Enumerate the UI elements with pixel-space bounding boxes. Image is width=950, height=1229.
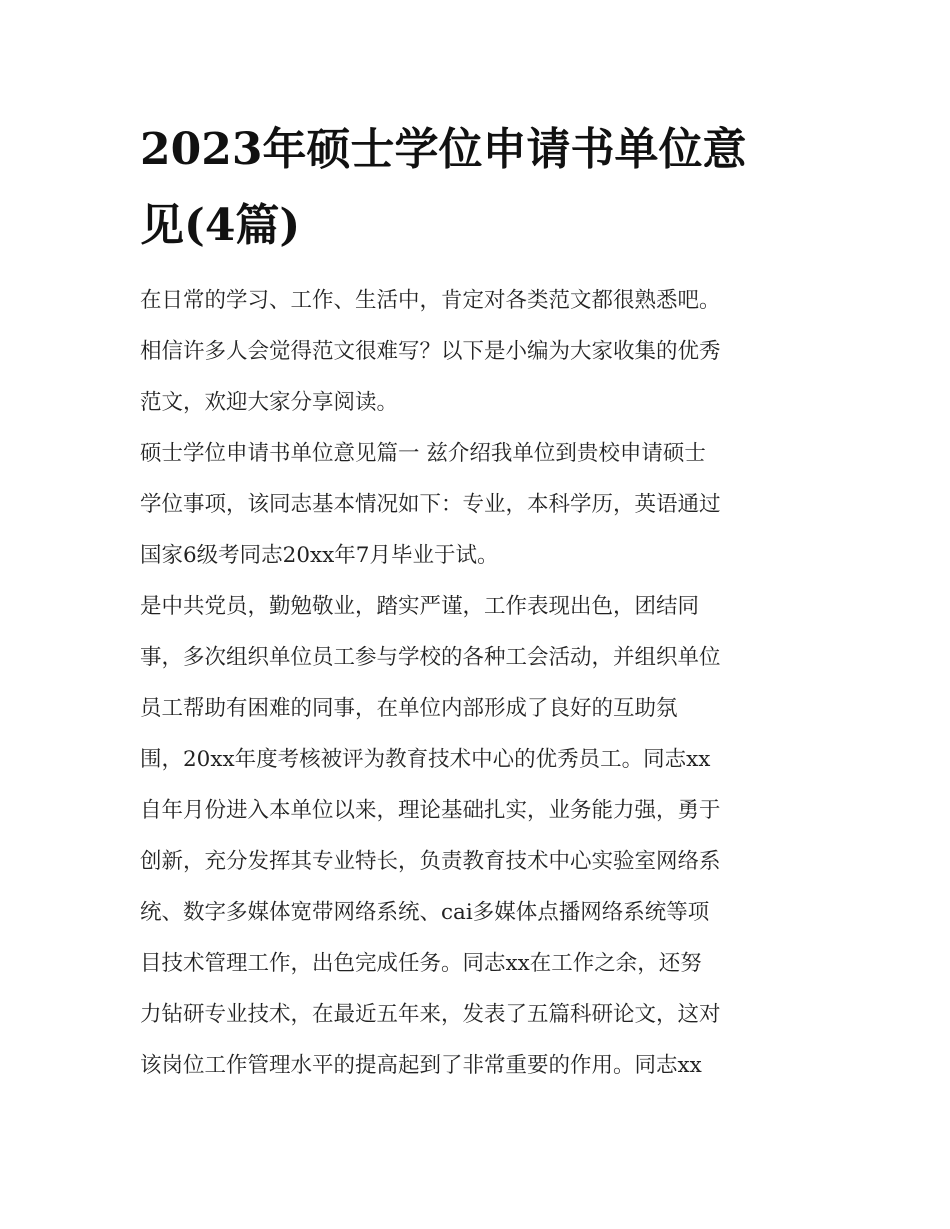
- body-line: 是中共党员，勤勉敬业，踏实严谨，工作表现出色，团结同: [140, 594, 700, 619]
- body-line: 自年月份进入本单位以来，理论基础扎实，业务能力强，勇于: [140, 798, 721, 823]
- body-line: 员工帮助有困难的同事，在单位内部形成了良好的互助氛: [140, 696, 678, 721]
- body-line: 相信许多人会觉得范文很难写？以下是小编为大家收集的优秀: [140, 339, 721, 364]
- body-line: 事，多次组织单位员工参与学校的各种工会活动，并组织单位: [140, 645, 721, 670]
- title-line: 见(4篇): [140, 200, 301, 251]
- document-body: [140, 275, 820, 1091]
- body-line: 统、数字多媒体宽带网络系统、cai多媒体点播网络系统等项: [140, 900, 710, 925]
- body-line: 范文，欢迎大家分享阅读。: [140, 390, 399, 415]
- body-line: 力钻研专业技术，在最近五年来，发表了五篇科研论文，这对: [140, 1002, 721, 1027]
- body-line: 在日常的学习、工作、生活中，肯定对各类范文都很熟悉吧。: [140, 288, 721, 313]
- body-line: 围，20xx年度考核被评为教育技术中心的优秀员工。同志xx: [140, 747, 711, 772]
- body-line: 目技术管理工作，出色完成任务。同志xx在工作之余，还努: [140, 951, 702, 976]
- body-line: 学位事项，该同志基本情况如下：专业，本科学历，英语通过: [140, 492, 721, 517]
- body-line: 创新，充分发挥其专业特长，负责教育技术中心实验室网络系: [140, 849, 721, 874]
- body-line: 国家6级考同志20xx年7月毕业于试。: [140, 543, 499, 568]
- body-line: 该岗位工作管理水平的提高起到了非常重要的作用。同志xx: [140, 1053, 702, 1078]
- body-line: 硕士学位申请书单位意见篇一 兹介绍我单位到贵校申请硕士: [140, 441, 706, 466]
- document-title: [140, 112, 820, 264]
- title-line: 2023年硕士学位申请书单位意: [140, 124, 747, 175]
